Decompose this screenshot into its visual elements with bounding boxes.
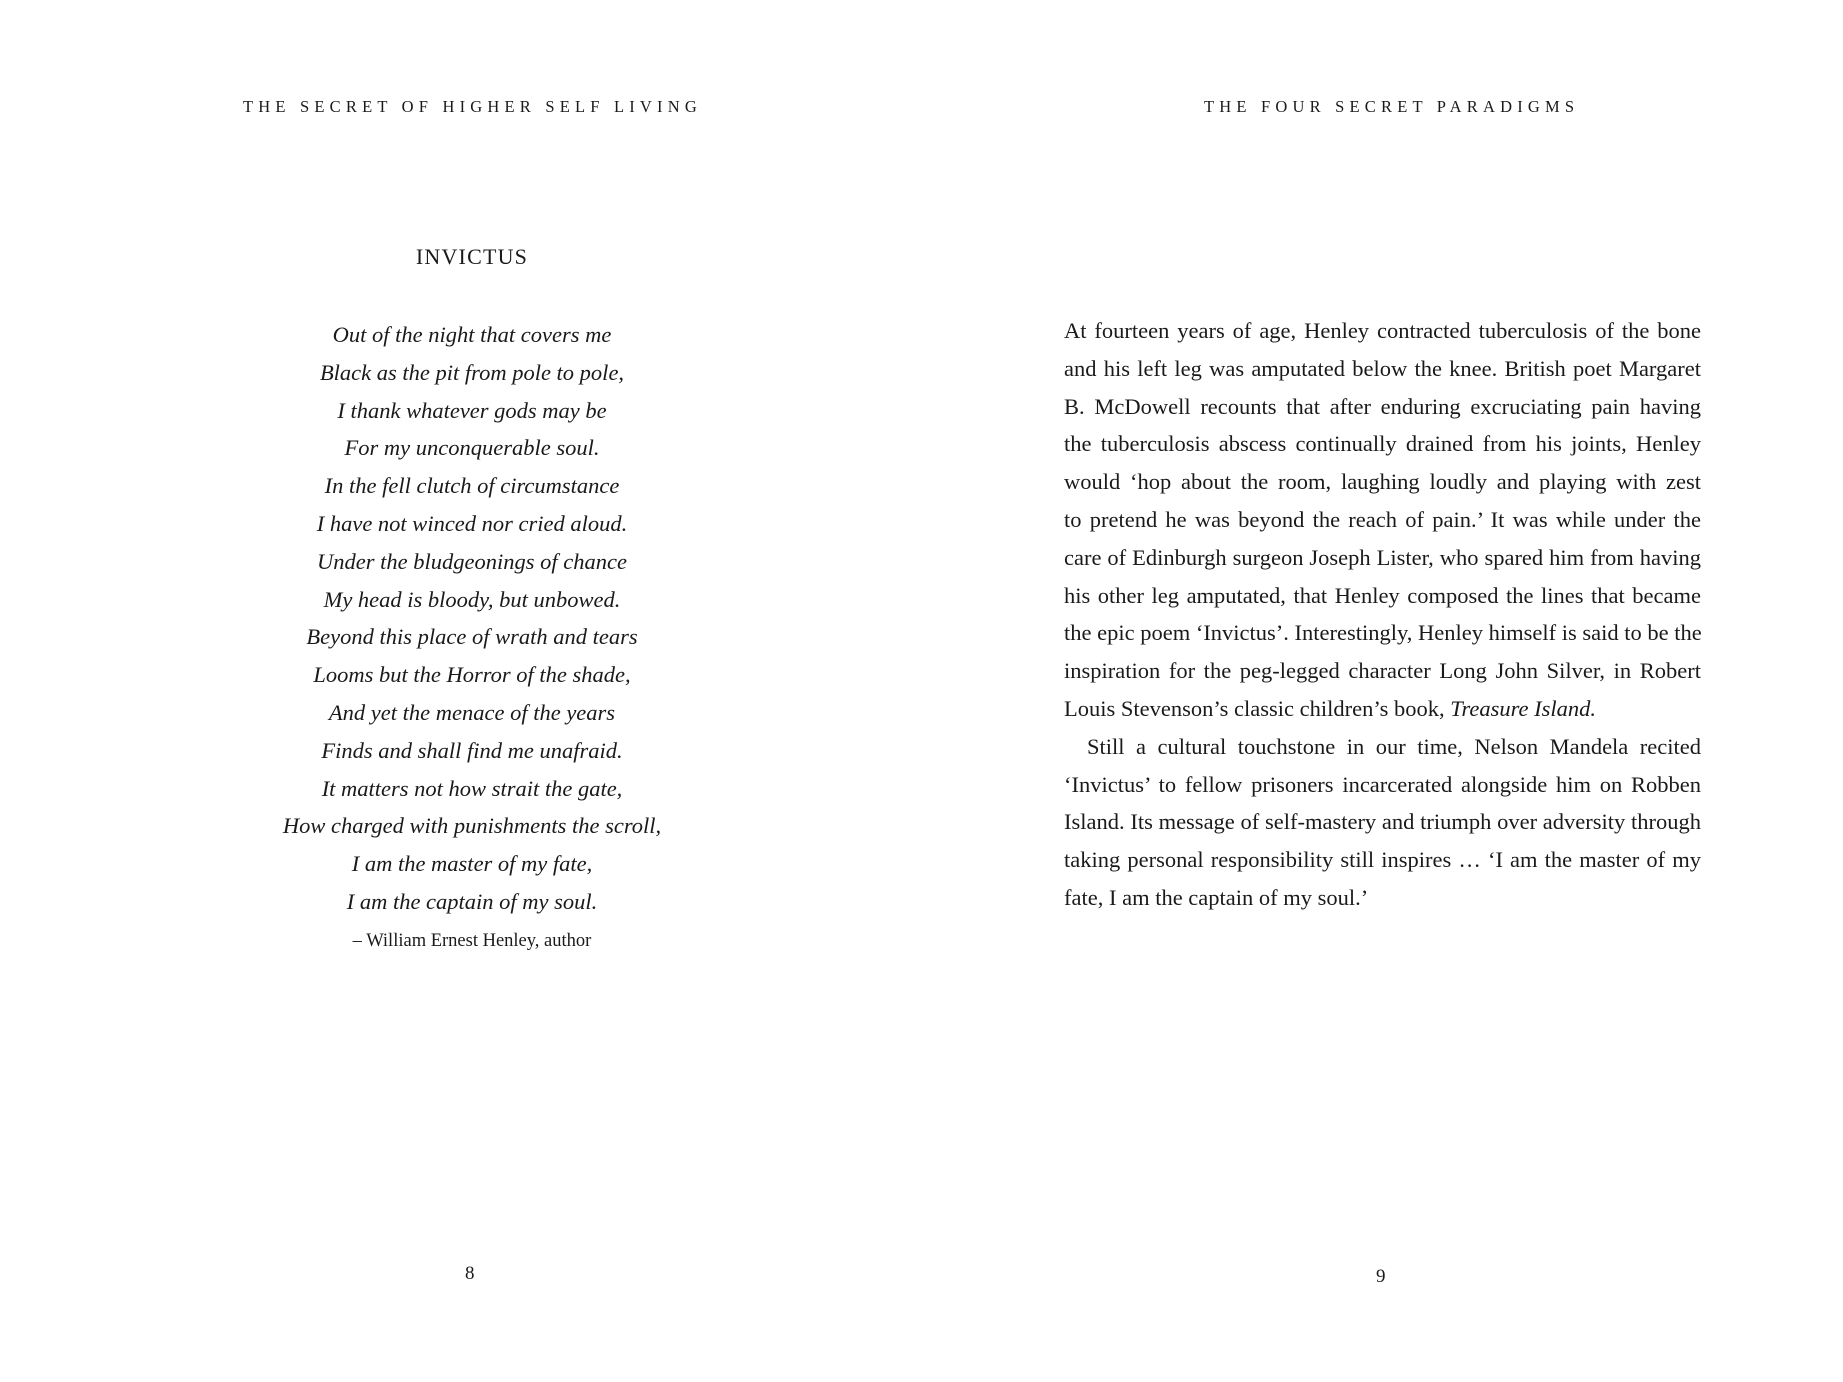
poem-line: I thank whatever gods may be (337, 397, 607, 423)
text-line: the epic poem ‘Invictus’. Interestingly, Henley himself is said to be the (1064, 620, 1702, 646)
poem-line: Under the bludgeonings of chance (317, 548, 627, 574)
text-line: At fourteen years of age, Henley contracted tuberculosis of the bone (1064, 318, 1701, 343)
text-line: ‘Invictus’ to fellow prisoners incarcerated alongside him on Robben (1064, 771, 1701, 797)
poem-line: Black as the pit from pole to pole, (319, 359, 625, 385)
text-line: the tuberculosis abscess continually drained from his joints, Henley (1064, 431, 1701, 457)
text-line: fate, I am the captain of my soul.’ (1064, 884, 1369, 910)
poem-title: INVICTUS (415, 244, 529, 269)
poem-attribution: – William Ernest Henley, author (352, 931, 592, 951)
text-line (1064, 690, 1701, 728)
text-line: would ‘hop about the room, laughing loudly and playing with zest (1064, 469, 1701, 495)
poem-line: Looms but the Horror of the shade, (313, 662, 631, 688)
left-page (0, 0, 921, 1382)
poem-line: Out of the night that covers me (332, 322, 612, 347)
book-title: Treasure Island. (1450, 695, 1597, 721)
text-line: and his left leg was amputated below the knee. British poet Margaret (1064, 355, 1701, 381)
poem-line: I am the captain of my soul. (346, 888, 598, 914)
poem-line: I have not winced nor cried aloud. (316, 510, 628, 536)
poem-line: For my unconquerable soul. (344, 435, 600, 461)
text-line: inspiration for the peg-legged character Long John Silver, in Robert (1064, 658, 1701, 684)
page-number-left: 8 (465, 1263, 475, 1284)
body-text (1064, 312, 1701, 917)
poem-line: I am the master of my fate, (351, 851, 593, 877)
text-line: taking personal responsibility still inspires … ‘I am the master of my (1064, 847, 1701, 873)
text-line: care of Edinburgh surgeon Joseph Lister, who spared him from having (1064, 544, 1701, 570)
right-page (921, 0, 1843, 1382)
running-head-right: THE FOUR SECRET PARADIGMS (1204, 97, 1580, 116)
poem-line: It matters not how strait the gate, (321, 775, 623, 801)
poem-line: In the fell clutch of circumstance (324, 473, 620, 499)
poem-line: Beyond this place of wrath and tears (306, 624, 638, 650)
poem (0, 316, 944, 921)
running-head-left: THE SECRET OF HIGHER SELF LIVING (243, 97, 702, 116)
text-line: B. McDowell recounts that after enduring excruciating pain having (1064, 393, 1701, 419)
poem-line: How charged with punishments the scroll, (282, 813, 662, 839)
poem-line: Finds and shall find me unafraid. (321, 737, 623, 763)
page-number-right: 9 (1376, 1266, 1386, 1287)
text-line: Island. Its message of self-mastery and triumph over adversity through (1064, 809, 1701, 835)
text-line: Still a cultural touchstone in our time, Nelson Mandela recited (1087, 733, 1701, 759)
text-span: Louis Stevenson’s classic children’s book, (1064, 695, 1451, 721)
text-line: his other leg amputated, that Henley composed the lines that became (1064, 582, 1701, 608)
poem-line: My head is bloody, but unbowed. (323, 586, 621, 612)
poem-line: And yet the menace of the years (328, 699, 616, 725)
text-line: to pretend he was beyond the reach of pain.’ It was while under the (1064, 506, 1701, 532)
